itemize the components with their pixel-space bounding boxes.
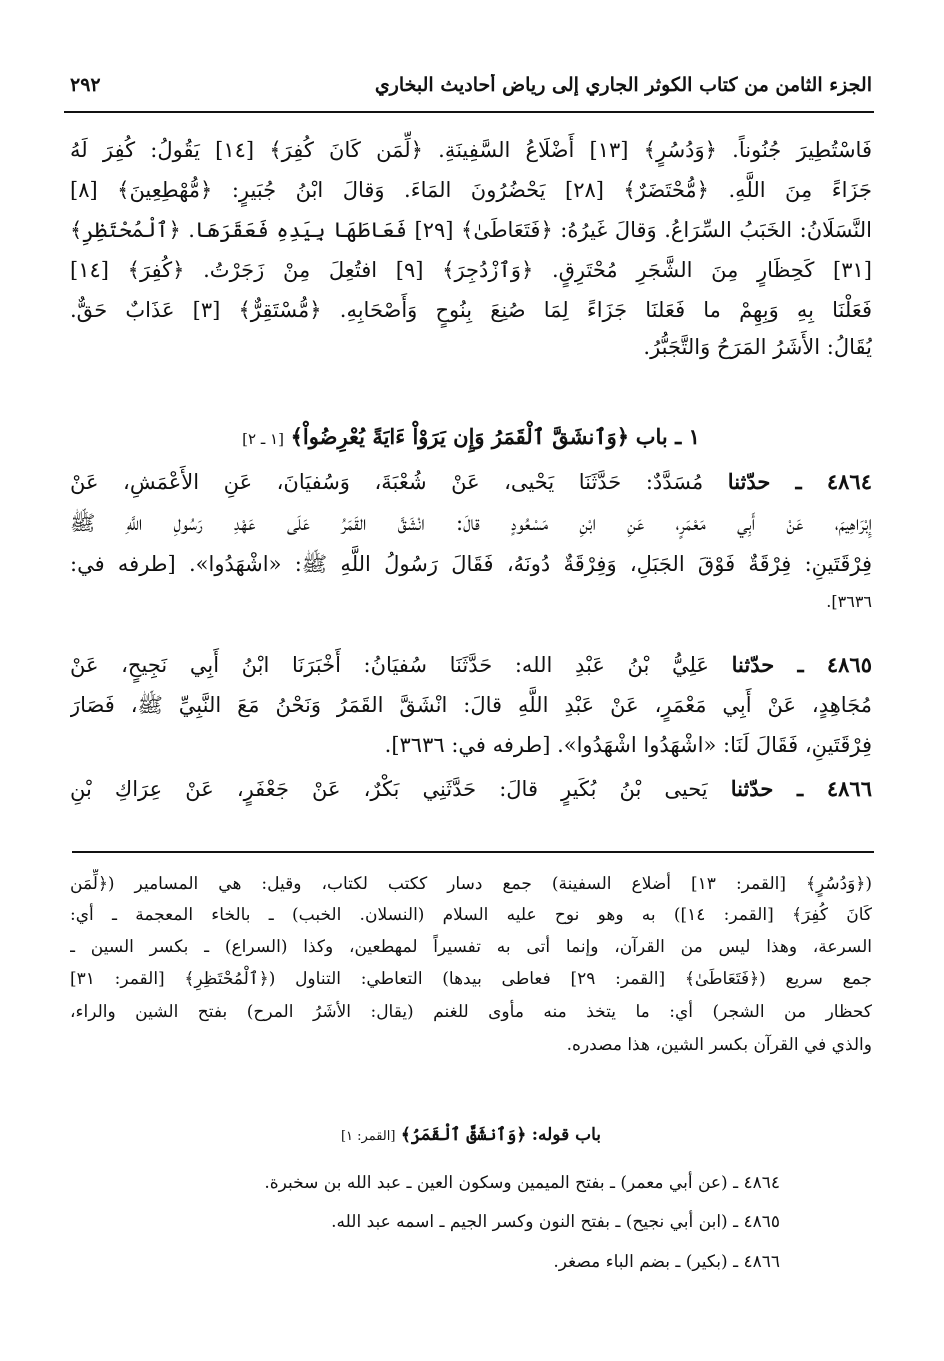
footnote-line: (﴿وَدُسُرٍ﴾ [القمر: ١٣] أضلاع السفينة) جمع دسار ككتب لكتاب، وقيل: هي المسامير (﴿لِّمَن — [70, 874, 872, 894]
footnote-line: السرعة، وهذا ليس من القرآن، وإنما أتى به تفسيراً لمهطعين، وكذا (السراع) ـ بكسر السين ـ — [70, 937, 872, 957]
footnote-rule — [72, 851, 874, 853]
text-line: فِرْقَتَينِ، فَقَالَ لَنَا: «اشْهَدُوا اشْهَدُوا». [طرفه في: ٣٦٣٦]. — [384, 733, 872, 757]
hadith-number: ٤٨٦٥ ـ حدّثنا — [731, 652, 872, 677]
footnote-heading-ref: [القمر: ١] — [340, 1129, 396, 1144]
footnote-entry: ٤٨٦٥ ـ (ابن أبي نجيح) ـ بفتح النون وكسر الجيم ـ اسمه عبد الله. — [331, 1212, 780, 1232]
footnote-line: جمع سريع (﴿فَتَعَاطَىٰ﴾ [القمر: ٢٩] فعاطى بيدها) التعاطي: التناول (﴿ٱلْمُحْتَظِرِ﴾ [القمر: ٣١] — [70, 969, 872, 989]
text-line: النَّسَلَانُ: الخَبَبُ السِّرَاعُ. وَقالَ غَيرُهُ: ﴿فَتَعَاطَىٰ﴾ [٢٩] فَعَاطَهَا بِيَدِهِ فَعَقَرَهَا. ﴿ٱلْمُحْتَظِرِ﴾ — [70, 218, 872, 242]
footnote-heading-verse: ﴿وَٱنشَقَّ ٱلْقَمَرُ﴾ — [400, 1125, 527, 1145]
page-number: ٢٩٢ — [70, 74, 101, 96]
chapter-ref: [١ ـ ٢] — [242, 430, 284, 448]
footnote-entry: ٤٨٦٦ ـ (بكير) ـ بضم الباء مصغر. — [553, 1252, 780, 1272]
text-line: عَلِيُّ بْنُ عَبْدِ الله: حَدَّثَنَا سُفيَانُ: أَخْبَرَنَا ابْنُ أَبِي نَجِيحٍ، عَنْ — [70, 653, 709, 677]
text-line: مُجَاهِدٍ، عَنْ أَبِي مَعْمَرٍ، عَنْ عَبْدِ اللَّهِ قالَ: انْشَقَّ القَمَرُ وَنَحْنُ مَعَ النَّبِيِّ ﷺ، فَصَارَ — [70, 693, 872, 717]
hadith-number: ٤٨٦٤ ـ حدّثنا — [727, 469, 872, 494]
text-line: فَاسْتُطِيرَ جُنُوناً. ﴿وَدُسُرٍ﴾ [١٣] أَضْلَاعُ السَّفِينَةِ. ﴿لِّمَن كَانَ كُفِرَ﴾ [١٤] يَقُولُ: كُفِرَ لَهُ — [70, 138, 872, 162]
text-line: [٣١] كَحِظَارٍ مِنَ الشَّجَرِ مُحْتَرِقٍ. ﴿وَٱزْدُجِرَ﴾ [٩] افتُعِلَ مِنْ زَجَرْتُ. ﴿كُفِرَ﴾ [١٤] — [70, 258, 872, 282]
chapter-label: ١ ـ باب — [635, 424, 700, 449]
footnote-line: والذي في القرآن بكسر الشين، هذا مصدره. — [566, 1035, 872, 1055]
text-line: يُقَالُ: الأَشَرُ المَرَحُ وَالتَّجَبُّرُ. — [643, 335, 872, 359]
running-title: الجزء الثامن من كتاب الكوثر الجاري إلى رياض أحاديث البخاري — [374, 74, 872, 96]
text-line: يَحيى بْنُ بُكَيرٍ قالَ: حَدَّثَنِي بَكْرٌ، عَنْ جَعْفَرٍ، عَنْ عِرَاكِ بْنِ — [70, 777, 708, 801]
text-line: فِرْقَتَينِ: فِرْقَةٌ فَوْقَ الجَبَلِ، وَفِرْقَةٌ دُونَهُ، فَقَالَ رَسُولُ اللَّهِ ﷺ: «اشْهَدُوا». [طرفه في: — [70, 552, 872, 576]
footnote-line: كحظار من الشجر) أي: ما يتخذ منه مأوى للغنم (يقال: الأشَرُ المرح) بفتح الشين والراء، — [70, 1002, 872, 1022]
footnote-heading-label: باب قوله: — [531, 1125, 602, 1145]
chapter-verse: ﴿وَٱنشَقَّ ٱلْقَمَرُ وَإِن يَرَوْاْ ءَايَةً يُعْرِضُواْ﴾ — [290, 424, 630, 449]
chapter-heading — [70, 418, 872, 458]
text-line: مُسَدَّدٌ: حَدَّثَنَا يَحْيى، عَنْ شُعْبَةَ، وَسُفيَانَ، عَنِ الأَعْمَشِ، عَنْ — [70, 470, 704, 494]
text-line: إِبْرَاهِيمَ، عَنْ أَبِي مَعْمَرٍ، عَنِ ابْنِ مَسْعُودٍ قالَ: انْشَقَّ القَمَرُ عَلَى عَهْدِ رَسُولِ اللَّهِ ﷺ — [70, 511, 872, 535]
text-line: فَعَلْنَا بِهِ وَبِهِمْ ما فَعَلنَا جَزَاءً لِمَا صُنِعَ بِنُوحٍ وَأَصْحَابِهِ. ﴿مُّسْتَقِرٌّ﴾ [٣] عَذَابٌ حَقٌّ. — [70, 298, 872, 322]
footnote-line: كَانَ كُفِرَ﴾ [القمر: ١٤]) به وهو نوح عليه السلام (النسلان. الخبب) ـ بالخاء المعجمة ـ أي: — [70, 905, 872, 925]
header-rule — [64, 111, 874, 113]
text-line: ٣٦٣٦]. — [826, 592, 872, 611]
footnote-entry: ٤٨٦٤ ـ (عن أبي معمر) ـ بفتح الميمين وسكون العين ـ عبد الله بن سخبرة. — [264, 1173, 780, 1193]
text-line: جَزَاءً مِنَ اللَّهِ. ﴿مُّحْتَضَرٌ﴾ [٢٨] يَحْضُرُونَ المَاءَ. وَقالَ ابْنُ جُبَيرٍ: ﴿مُّهْطِعِينَ﴾ [٨] — [70, 178, 872, 202]
hadith-number: ٤٨٦٦ ـ حدّثنا — [730, 776, 872, 801]
footnote-heading — [70, 1120, 872, 1152]
